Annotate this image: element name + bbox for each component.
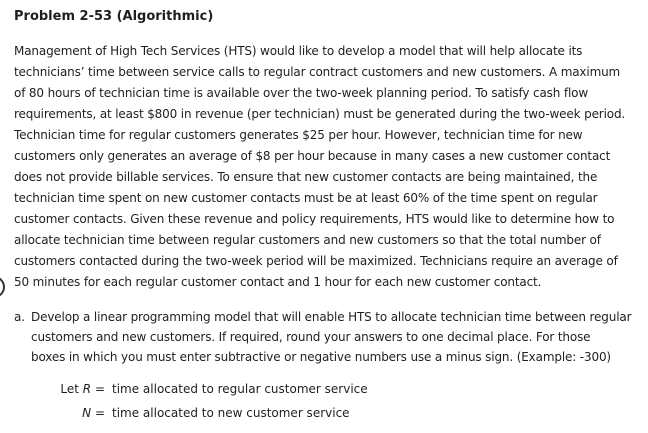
problem-line: customers only generates an average of $8 per hour because in many cases a new customer contact [14,149,611,163]
part-a-line: customers and new customers. If required, round your answers to one decimal place. For those [31,330,591,344]
variable-equals: = [91,382,105,396]
variable-n-symbol: N [82,406,92,420]
variable-equals: = [91,406,105,420]
problem-statement [14,41,642,293]
part-a-instructions [31,307,646,367]
problem-line: technicians’ time between service calls to regular contract customers and new customers. A maximum [14,65,621,79]
problem-line: requirements, at least $800 in revenue (per technician) must be generated during the two-week period. [14,107,626,121]
variable-r-description: time allocated to regular customer service [112,382,368,396]
variable-r-lhs [60,382,105,396]
problem-title: Problem 2-53 (Algorithmic) [14,9,214,24]
problem-line: customers contacted during the two-week period will be maximized. Technicians require an average of [14,254,618,268]
problem-line: does not provide billable services. To ensure that new customer contacts are being maintained, the [14,170,598,184]
variable-row-r [0,382,648,402]
variable-prefix: Let [60,382,83,396]
part-a-line: Develop a linear programming model that will enable HTS to allocate technician time between regular [31,310,632,324]
variable-n-description: time allocated to new customer service [112,406,350,420]
problem-line: Management of High Tech Services (HTS) would like to develop a model that will help allocate its [14,44,583,58]
variable-row-n [0,406,648,426]
problem-line: of 80 hours of technician time is available over the two-week planning period. To satisfy cash flow [14,86,588,100]
part-a-marker: a. [14,310,25,324]
problem-line: Technician time for regular customers generates $25 per hour. However, technician time for new [14,128,583,142]
part-a-line: boxes in which you must enter subtractive or negative numbers use a minus sign. (Example: -300) [31,350,611,364]
problem-line: 50 minutes for each regular customer contact and 1 hour for each new customer contact. [14,275,542,289]
problem-line: technician time spent on new customer contacts must be at least 60% of the time spent on regular [14,191,598,205]
problem-line: customer contacts. Given these revenue and policy requirements, HTS would like to determine how to [14,212,615,226]
variable-n-lhs [82,406,105,420]
problem-line: allocate technician time between regular customers and new customers so that the total number of [14,233,601,247]
variable-r-symbol: R [82,382,92,396]
side-bracket-mark [0,276,5,298]
